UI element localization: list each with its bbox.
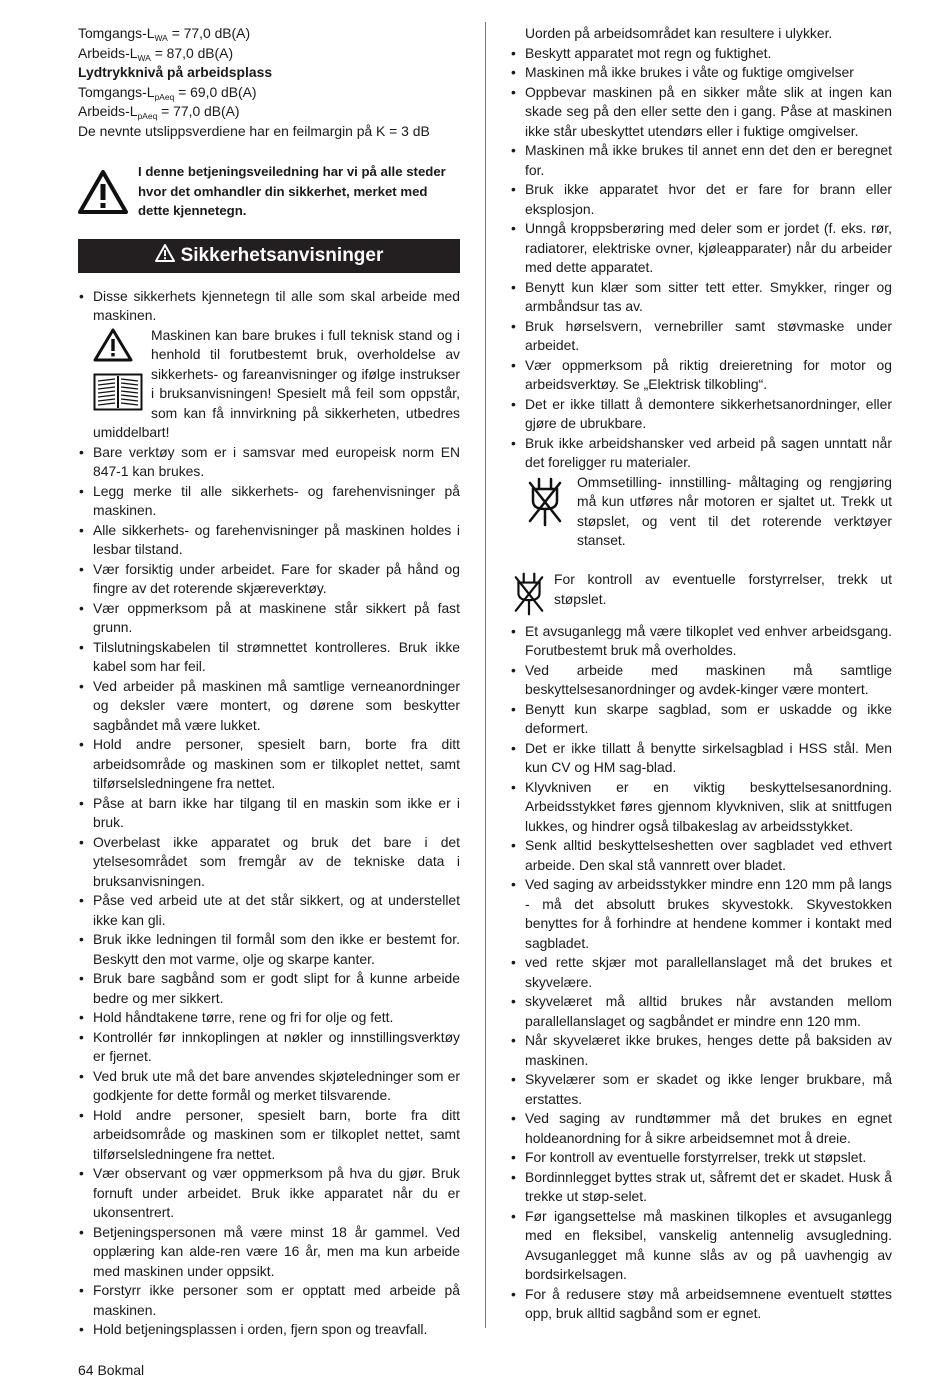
list-item: • Maskinen må ikke brukes i våte og fuktige omgivelser — [510, 63, 892, 83]
right-bullet-list-a — [510, 44, 892, 473]
section-title: Sikkerhetsanvisninger — [180, 244, 384, 266]
list-item: • Et avsuganlegg må være tilkoplet ved enhver arbeidsgang. Forutbestemt bruk må overholdes. — [510, 622, 892, 661]
list-item: • Overbelast ikke apparatet og bruk det bare i det ytelsesområdet som fremgår av de tekniske data i bruksanvisningen. — [78, 833, 460, 892]
list-item: • Beskytt apparatet mot regn og fuktighet. — [510, 44, 892, 64]
page-footer: 64 Bokmal — [78, 1362, 145, 1378]
column-divider — [485, 22, 486, 1328]
list-item: • Bare verktøy som er i samsvar med europeisk norm EN 847-1 kan brukes. — [78, 443, 460, 482]
list-item: • Kontrollér før innkoplingen at nøkler og innstillingsverktøy er fjernet. — [78, 1028, 460, 1067]
list-item: • Vær oppmerksom på riktig dreieretning for motor og arbeidsverktøy. Se „Elektrisk tilkobling“. — [510, 356, 892, 395]
list-item: • Bruk ikke apparatet hvor det er fare for brann eller eksplosjon. — [510, 180, 892, 219]
list-item: • Alle sikkerhets- og farehenvisninger på maskinen holdes i lesbar tilstand. — [78, 521, 460, 560]
open-book-icon — [93, 373, 143, 417]
unplug-icon — [527, 477, 567, 533]
list-item: • Benytt kun klær som sitter tett etter. Smykker, ringer og armbåndsur tas av. — [510, 278, 892, 317]
list-item: • Klyvkniven er en viktig beskyttelsesanordning. Arbeidsstykket føres gjennom klyvkniven, slik at snittfugen lukkes, og hindrer også tilbakeslag av arbeidsstykket. — [510, 778, 892, 837]
list-item: • Skyvelærer som er skadet og ikke lenger brukbare, må erstattes. — [510, 1070, 892, 1109]
unplug-note-1 — [510, 473, 892, 551]
list-item: • Før igangsettelse må maskinen tilkoples et avsuganlegg med en fleksibel, vanskelig antennelig avsugledning. Avsuganlegget må kunne slås av og på uavhengig av bordsirkelsagen. — [510, 1207, 892, 1285]
list-item: • Ved saging av arbeidsstykker mindre enn 120 mm på langs - må det absolutt brukes skyvestokk. Skyvestokken benyttes for å forhindre at hendene kommer i kontakt med sagbladet. — [510, 875, 892, 953]
spec-idle-lpaeq: Tomgangs-$L_{pAeq} = 69,0$ dB(A) — [78, 83, 257, 102]
list-item: • Legg merke til alle sikkerhets- og farehenvisninger på maskinen. — [78, 482, 460, 521]
unplug-note-2 — [510, 570, 892, 622]
left-column — [78, 24, 460, 1340]
list-item: • Når skyvelæret ikke brukes, henges dette på baksiden av maskinen. — [510, 1031, 892, 1070]
unplug-note-2-text: For kontroll av eventuelle forstyrrelser, trekk ut støpslet. — [554, 571, 892, 607]
list-item: • Disse sikkerhets kjennetegn til alle som skal arbeide med maskinen. — [78, 287, 460, 326]
spec-idle-lwa: Tomgangs-$L_{WA} = 77,0$ dB(A) — [78, 25, 251, 43]
section-heading — [78, 239, 460, 273]
list-item: • Bruk bare sagbånd som er godt slipt for å kunne arbeide bedre og mer sikkert. — [78, 969, 460, 1008]
list-item: • Ved saging av rundtømmer må det brukes en egnet holdeanordning for å sikre arbeidsemnet mot å dreie. — [510, 1109, 892, 1148]
spec-tolerance: De nevnte utslippsverdiene har en feilmargin på K = 3 dB — [78, 122, 430, 139]
list-item: • Forstyrr ikke personer som er opptatt med arbeide på maskinen. — [78, 1281, 460, 1320]
list-item: • Det er ikke tillatt å benytte sirkelsagblad i HSS stål. Men kun CV og HM sag-blad. — [510, 739, 892, 778]
list-item: • Det er ikke tillatt å demontere sikkerhetsanordninger, eller gjøre de ubrukbare. — [510, 395, 892, 434]
list-item: • Påse at barn ikke har tilgang til en maskin som ikke er i bruk. — [78, 794, 460, 833]
heading-warning-icon — [155, 244, 175, 267]
list-item: • Bruk ikke arbeidshansker ved arbeid på sagen unntatt når det foreligger ru materialer. — [510, 434, 892, 473]
spec-work-lwa: Arbeids-$L_{WA} = 87,0$ dB(A) — [78, 44, 234, 63]
list-item: • Oppbevar maskinen på en sikker måte slik at ingen kan skade seg på den eller sette den i gang. Påse at maskinen ikke står ubeskyttet utendørs eller i fuktige omgivelser. — [510, 83, 892, 142]
right-bullet-list-b — [510, 622, 892, 1324]
warning-triangle-icon — [78, 170, 130, 220]
list-item: • Vær observant og vær oppmerksom på hva du gjør. Bruk fornuft under arbeidet. Bruk ikke apparatet når du er ukonsentrert. — [78, 1164, 460, 1223]
list-item: • Hold betjeningsplassen i orden, fjern spon og treavfall. — [78, 1320, 460, 1340]
warning-triangle-icon — [93, 328, 143, 368]
continued-text: Uorden på arbeidsområdet kan resultere i ulykker. — [525, 25, 833, 41]
list-item: • Vær forsiktig under arbeidet. Fare for skader på hånd og fingre av det roterende skjæreverktøy. — [78, 560, 460, 599]
safety-notice-text: I denne betjeningsveiledning har vi på alle steder hvor det omhandler din sikkerhet, merket med dette kjennetegn. — [138, 164, 446, 218]
list-item: • Bruk hørselsvern, vernebriller samt støvmaske under arbeidet. — [510, 317, 892, 356]
list-item: • For å redusere støy må arbeidsemnene eventuelt støttes opp, bruk alltid sagbånd som er egnet. — [510, 1285, 892, 1324]
note-icons — [93, 328, 143, 417]
right-column — [510, 24, 892, 1324]
list-item: • Benytt kun skarpe sagblad, som er uskadde og ikke deformert. — [510, 700, 892, 739]
list-item: • Bordinnlegget byttes strak ut, såfremt det er skadet. Husk å trekke ut støp-selet. — [510, 1168, 892, 1207]
list-item: • Hold andre personer, spesielt barn, borte fra ditt arbeidsområde og maskinen som er tilkoplet nettet, samt tilførselsledningene fra nettet. — [78, 1106, 460, 1165]
list-item: • Bruk ikke ledningen til formål som den ikke er bestemt for. Beskytt den mot varme, olje og skarpe kanter. — [78, 930, 460, 969]
list-item: • Ved arbeider på maskinen må samtlige verneanordninger og deksler være montert, og dørene som beskytter sagbåndet må være lukket. — [78, 677, 460, 736]
noise-specs — [78, 24, 460, 141]
unplug-note-1-text: Ommsetilling- innstilling- måltaging og rengjøring må kun utføres når motoren er sjaltet ut. Trekk ut støpslet, og vent til det roterende verktøyer stanset. — [577, 473, 892, 548]
list-item: • For kontroll av eventuelle forstyrrelser, trekk ut støpslet. — [510, 1148, 892, 1168]
list-item: • Vær oppmerksom på at maskinene står sikkert på fast grunn. — [78, 599, 460, 638]
manual-note-text: Maskinen kan bare brukes i full teknisk stand og i henhold til forutbestemt bruk, overholdelse av sikkerhets- og fareanvisninger og ifølge instrukser i bruksanvisningen! Spesielt må feil som oppstår, som kan få innvirkning på sikkerheten, utbedres umiddelbart! — [93, 326, 460, 440]
spec-work-lpaeq: Arbeids-$L_{pAeq} = 77,0$ dB(A) — [78, 103, 240, 121]
safety-notice — [78, 162, 460, 221]
list-item: • Hold håndtakene tørre, rene og fri for olje og fett. — [78, 1008, 460, 1028]
spec-heading: Lydtrykknivå på arbeidsplass — [78, 64, 273, 80]
list-item: • Ved arbeide med maskinen må samtlige beskyttelsesanordninger og avdek-kinger være montert. — [510, 661, 892, 700]
list-item: • Maskinen må ikke brukes til annet enn det den er beregnet for. — [510, 141, 892, 180]
list-item: • Betjeningspersonen må være minst 18 år gammel. Ved opplæring kan alde-ren være 16 år, men ma kun arbeide med maskinen under oppsikt. — [78, 1223, 460, 1282]
list-item: • Senk alltid beskyttelseshetten over sagbladet ved ethvert arbeide. Den skal stå vannrett over bladet. — [510, 836, 892, 875]
left-bullet-list-intro — [78, 287, 460, 326]
manual-note — [78, 326, 460, 443]
list-item: • Påse ved arbeid ute at det står sikkert, og at understellet ikke kan gli. — [78, 891, 460, 930]
left-bullet-list — [78, 443, 460, 1340]
list-item: • ved rette skjær mot parallellanslaget må det brukes et skyvelære. — [510, 953, 892, 992]
list-item: • skyvelæret må alltid brukes når avstanden mellom parallellanslaget og sagbåndet er mindre enn 120 mm. — [510, 992, 892, 1031]
unplug-icon — [512, 572, 550, 622]
list-item: • Hold andre personer, spesielt barn, borte fra ditt arbeidsområde og maskinen som er tilkoplet nettet, samt tilførselsledningene fra nettet. — [78, 735, 460, 794]
list-item: • Unngå kroppsberøring med deler som er jordet (f. eks. rør, radiatorer, elektriske ovner, kjøleapparater) når du arbeider med dette apparatet. — [510, 219, 892, 278]
list-item: • Ved bruk ute må det bare anvendes skjøteledninger som er godkjente for dette formål og merket tilsvarende. — [78, 1067, 460, 1106]
list-item: • Tilslutningskabelen til strømnettet kontrolleres. Bruk ikke kabel som har feil. — [78, 638, 460, 677]
